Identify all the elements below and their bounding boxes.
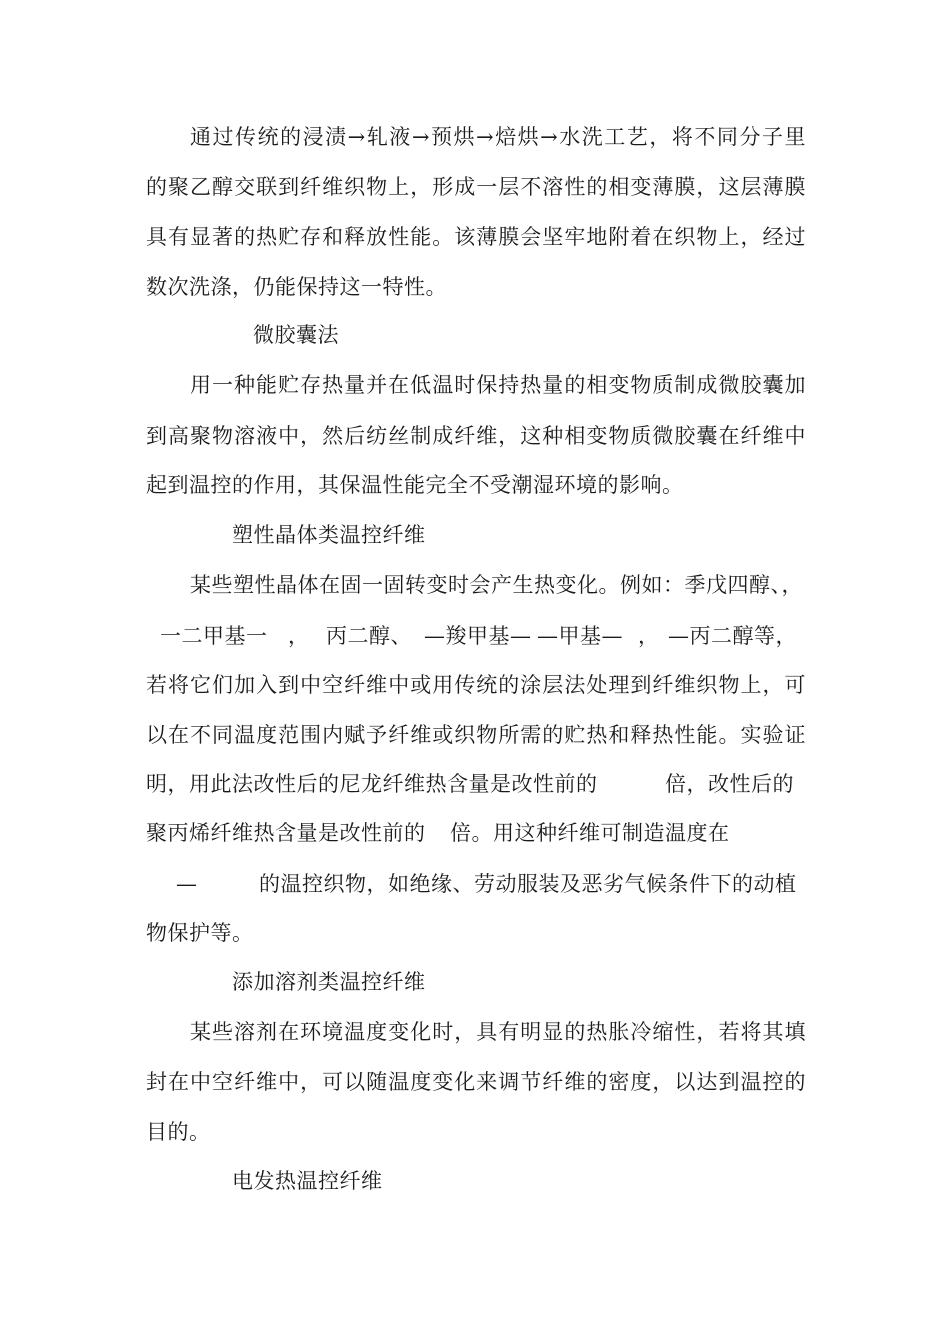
paragraph-line: 数次洗涤，仍能保持这一特性。 (146, 275, 447, 299)
paragraph-line: 通过传统的浸渍→轧液→预烘→焙烘→水洗工艺，将不同分子里 (190, 125, 806, 149)
text-fragment: 倍，改性后的 (665, 772, 794, 796)
section-heading: 微胶囊法 (253, 323, 339, 347)
paragraph-line: 目的。 (146, 1120, 211, 1144)
paragraph-line: 以在不同温度范围内赋予纤维或织物所需的贮热和释热性能。实验证 (146, 723, 806, 747)
paragraph-line: 物保护等。 (146, 921, 254, 945)
section-heading: 塑性晶体类温控纤维 (232, 523, 426, 547)
paragraph-line: 起到温控的作用，其保温性能完全不受潮湿环境的影响。 (146, 473, 684, 497)
paragraph-line: 封在中空纤维中，可以随温度变化来调节纤维的密度，以达到温控的 (146, 1070, 806, 1094)
text-fragment: 倍。用这种纤维可制造温度在 (450, 821, 730, 845)
text-fragment: —甲基— (537, 624, 623, 648)
paragraph-line: 具有显著的热贮存和释放性能。该薄膜会坚牢地附着在织物上，经过 (146, 225, 806, 249)
text-fragment: 一二甲基一 (160, 624, 268, 648)
text-fragment: —羧甲基— (424, 624, 532, 648)
text-fragment: 明，用此法改性后的尼龙纤维热含量是改性前的 (146, 772, 598, 796)
paragraph-line: 某些塑性晶体在固一固转变时会产生热变化。例如：季戊四醇、， (190, 573, 803, 597)
section-heading: 添加溶剂类温控纤维 (232, 970, 426, 994)
paragraph-line: 用一种能贮存热量并在低温时保持热量的相变物质制成微胶囊加 (190, 373, 806, 397)
text-fragment: 丙二醇、 (326, 624, 412, 648)
text-fragment: 聚丙烯纤维热含量是改性前的 (146, 821, 426, 845)
text-fragment: 的温控织物，如绝缘、劳动服装及恶劣气候条件下的动植 (259, 872, 797, 896)
section-heading: 电发热温控纤维 (232, 1169, 383, 1193)
text-fragment: —丙二醇等， (668, 624, 797, 648)
paragraph-line: 到高聚物溶液中，然后纺丝制成纤维，这种相变物质微胶囊在纤维中 (146, 424, 806, 448)
paragraph-line: 若将它们加入到中空纤维中或用传统的涂层法处理到纤维织物上，可 (146, 673, 806, 697)
paragraph-line: 某些溶剂在环境温度变化时，具有明显的热胀冷缩性，若将其填 (190, 1020, 806, 1044)
paragraph-line: 的聚乙醇交联到纤维织物上，形成一层不溶性的相变薄膜，这层薄膜 (146, 175, 806, 199)
text-fragment: ， (638, 624, 660, 648)
text-fragment: — (176, 872, 198, 896)
text-fragment: ， (288, 624, 310, 648)
